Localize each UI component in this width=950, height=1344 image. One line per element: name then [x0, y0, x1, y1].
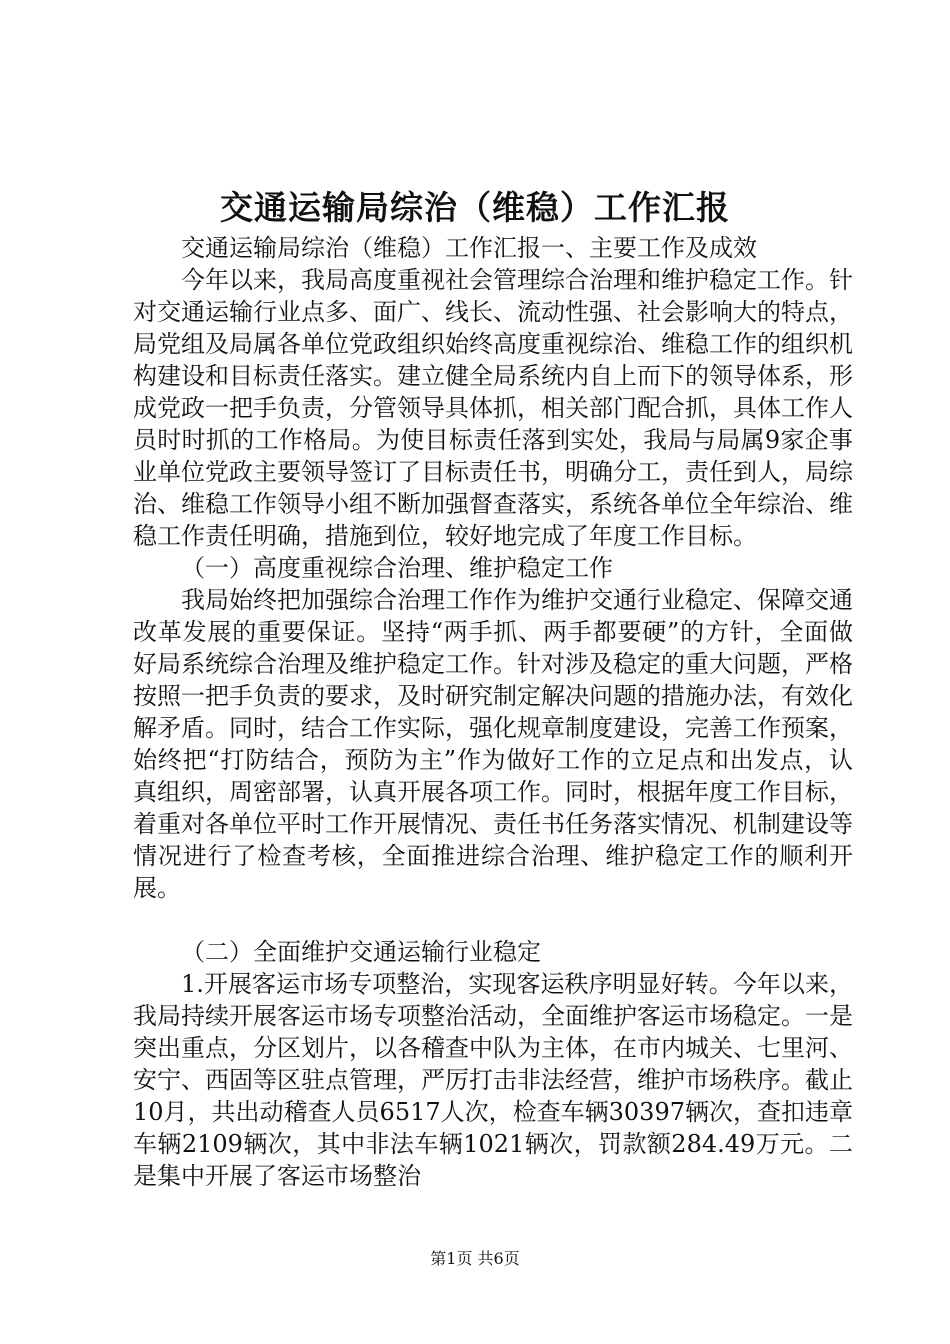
document-title: 交通运输局综治（维稳）工作汇报: [220, 188, 730, 227]
body-paragraph: 1.开展客运市场专项整治，实现客运秩序明显好转。今年以来，我局持续开展客运市场专项整治活动，全面维护客运市场稳定。一是突出重点，分区划片，以各稽查中队为主体，在市内城关、七里河、安宁、西固等区驻点管理，严厉打击非法经营，维护市场秩序。截止10月，共出动稽查人员6517人次，检查车辆30397辆次，查扣违章车辆2109辆次，其中非法车辆1021辆次，罚款额284.49万元。二是集中开展了客运市场整治: [133, 970, 853, 1190]
document-body: [133, 232, 853, 1192]
section-heading: （二）全面维护交通运输行业稳定: [181, 938, 541, 966]
section-heading: （一）高度重视综合治理、维护稳定工作: [181, 554, 613, 582]
intro-paragraph: 交通运输局综治（维稳）工作汇报一、主要工作及成效: [181, 234, 757, 262]
page-footer: 第1页 共6页: [430, 1249, 520, 1268]
body-paragraph: 我局始终把加强综合治理工作作为维护交通行业稳定、保障交通改革发展的重要保证。坚持“两手抓、两手都要硬”的方针，全面做好局系统综合治理及维护稳定工作。针对涉及稳定的重大问题，严格按照一把手负责的要求，及时研究制定解决问题的措施办法，有效化解矛盾。同时，结合工作实际，强化规章制度建设，完善工作预案，始终把“打防结合，预防为主”作为做好工作的立足点和出发点，认真组织，周密部署，认真开展各项工作。同时，根据年度工作目标，着重对各单位平时工作开展情况、责任书任务落实情况、机制建设等情况进行了检查考核，全面推进综合治理、维护稳定工作的顺利开展。: [133, 586, 853, 902]
body-paragraph: 今年以来，我局高度重视社会管理综合治理和维护稳定工作。针对交通运输行业点多、面广、线长、流动性强、社会影响大的特点，局党组及局属各单位党政组织始终高度重视综治、维稳工作的组织机构建设和目标责任落实。建立健全局系统内自上而下的领导体系，形成党政一把手负责，分管领导具体抓，相关部门配合抓，具体工作人员时时抓的工作格局。为使目标责任落到实处，我局与局属9家企事业单位党政主要领导签订了目标责任书，明确分工，责任到人，局综治、维稳工作领导小组不断加强督查落实，系统各单位全年综治、维稳工作责任明确，措施到位，较好地完成了年度工作目标。: [133, 266, 853, 550]
